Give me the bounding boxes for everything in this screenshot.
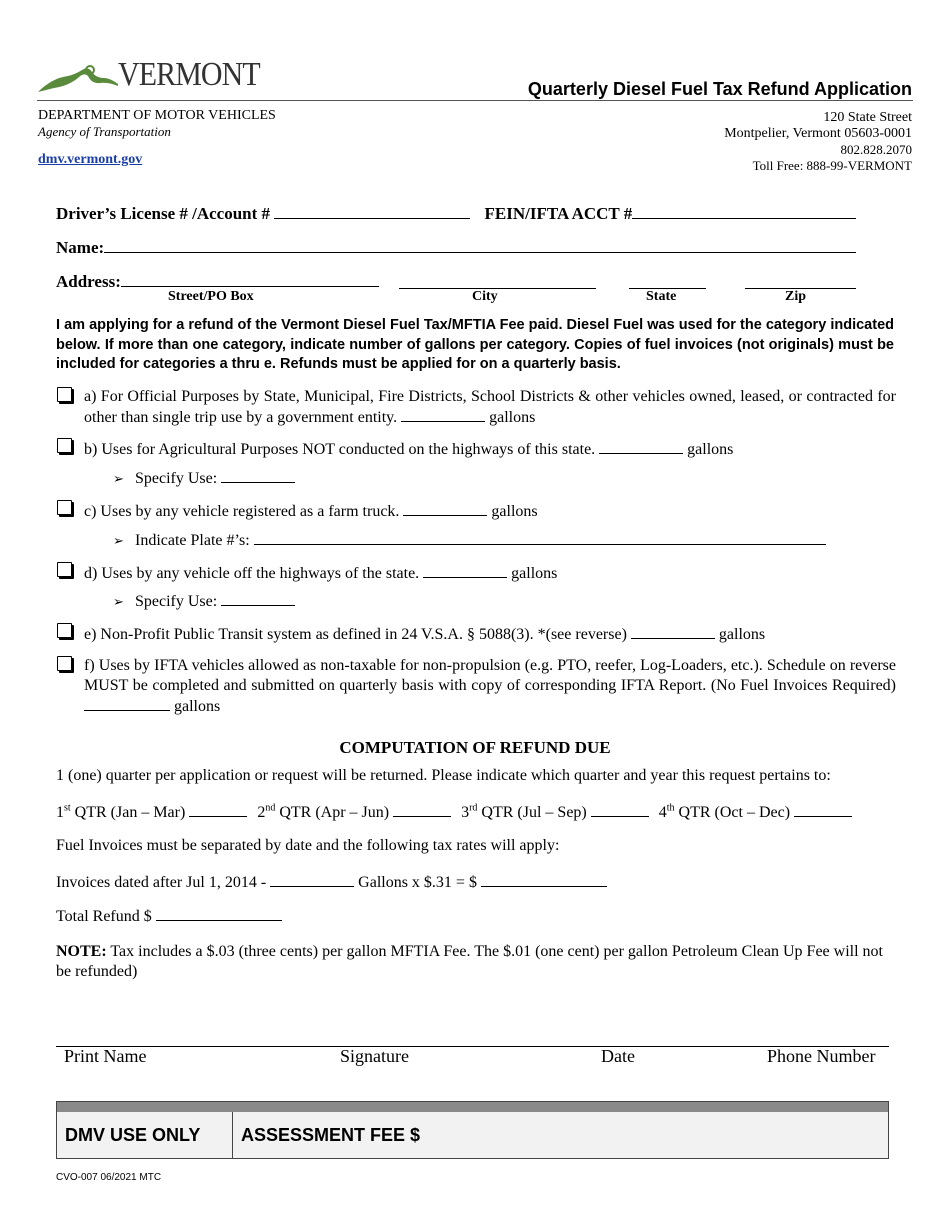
category-b-unit: gallons — [687, 441, 734, 458]
q2-input[interactable] — [393, 802, 451, 817]
category-d-specify-label: Specify Use: — [135, 593, 218, 610]
category-c-unit: gallons — [491, 503, 538, 520]
category-e-text — [84, 624, 896, 645]
street-caption: Street/PO Box — [168, 289, 254, 304]
license-row — [56, 202, 856, 224]
checkbox-category-b[interactable] — [57, 438, 72, 453]
invoice-note: Fuel Invoices must be separated by date and the following tax rates will apply: — [56, 837, 560, 854]
q2-label: QTR (Apr – Jun) — [279, 804, 390, 821]
intro-bold-text: Copies of fuel invoices (not originals) must be included for categories a thru e. Refunds must be applied for on a quarterly basis. — [56, 336, 894, 372]
computation-heading: COMPUTATION OF REFUND DUE — [339, 738, 611, 757]
signature-caption: Signature — [340, 1046, 409, 1066]
logo-wordmark: VERMONT — [118, 56, 260, 93]
q4-label: QTR (Oct – Dec) — [678, 804, 791, 821]
q2-sup: nd — [265, 802, 276, 814]
invoice-gallons-input[interactable] — [270, 872, 354, 887]
address-toll-free: Toll Free: 888-99-VERMONT — [752, 158, 912, 173]
website-link[interactable]: dmv.vermont.gov — [38, 152, 143, 167]
zip-caption: Zip — [785, 289, 807, 304]
category-e-gallons-input[interactable] — [631, 624, 715, 639]
signature-line[interactable] — [56, 1046, 889, 1047]
print-name-caption: Print Name — [64, 1046, 147, 1066]
note-text: Tax includes a $.03 (three cents) per gallon MFTIA Fee. The $.01 (one cent) per gallon Petroleum Clean Up Fee will not be refunded) — [56, 943, 883, 980]
street-input[interactable] — [121, 270, 379, 287]
category-c-plates — [113, 530, 826, 550]
dmv-use-only-label: DMV USE ONLY — [65, 1125, 201, 1145]
agency-name: Agency of Transportation — [38, 124, 171, 139]
arrow-bullet-icon: ➢ — [113, 534, 124, 549]
total-refund-row — [56, 906, 282, 926]
address-street: 120 State Street — [823, 110, 912, 125]
q1-sup: st — [64, 802, 71, 814]
dmv-address — [724, 110, 912, 174]
q3-num: 3 — [461, 804, 470, 821]
category-c-text — [84, 501, 896, 522]
invoice-rate-label: Gallons x $.31 = $ — [358, 874, 477, 891]
phone-caption: Phone Number — [767, 1046, 876, 1066]
total-refund-label: Total Refund $ — [56, 908, 152, 925]
name-row — [56, 236, 856, 258]
category-c-plates-label: Indicate Plate #’s: — [135, 532, 250, 549]
category-b-specify-label: Specify Use: — [135, 470, 218, 487]
q4-sup: th — [666, 802, 675, 814]
checkbox-category-f[interactable] — [57, 656, 72, 671]
arrow-bullet-icon: ➢ — [113, 595, 124, 610]
checkbox-category-e[interactable] — [57, 623, 72, 638]
checkbox-category-d[interactable] — [57, 562, 72, 577]
fein-input[interactable] — [632, 202, 856, 219]
q3-input[interactable] — [591, 802, 649, 817]
zip-input[interactable] — [745, 272, 856, 289]
name-label: Name: — [56, 238, 105, 257]
quarter-note: 1 (one) quarter per application or request will be returned. Please indicate which quarter and year this request pertains to: — [56, 767, 831, 784]
header-divider — [37, 100, 913, 101]
form-title: Quarterly Diesel Fuel Tax Refund Application — [527, 79, 912, 99]
category-b-text — [84, 439, 896, 460]
category-e-label: e) Non-Profit Public Transit system as defined in 24 V.S.A. § 5088(3). *(see reverse) — [84, 626, 627, 643]
note-label: NOTE: — [56, 943, 107, 960]
note-paragraph — [56, 942, 894, 982]
city-caption: City — [472, 289, 498, 304]
category-d-specify-input[interactable] — [221, 591, 295, 606]
address-city: Montpelier, Vermont 05603-0001 — [724, 126, 912, 141]
form-code: CVO-007 06/2021 MTC — [56, 1172, 162, 1183]
intro-text: I am applying for a refund of the Vermont Diesel Fuel Tax/MFTIA Fee paid. Diesel Fuel was used for the category indicated below. If more than one category, indicate number of gallons per category. — [56, 317, 894, 353]
invoice-line — [56, 872, 607, 892]
q3-sup: rd — [469, 802, 478, 814]
category-a-label: a) For Official Purposes by State, Municipal, Fire Districts, School Districts & other vehicles owned, leased, or contracted for other than single trip use by a government entity. — [84, 388, 896, 426]
state-input[interactable] — [629, 272, 706, 289]
license-label: Driver’s License # /Account # — [56, 204, 271, 223]
category-c-label: c) Uses by any vehicle registered as a farm truck. — [84, 503, 400, 520]
category-f-text — [84, 656, 896, 717]
dmv-use-box — [56, 1101, 889, 1159]
fein-label: FEIN/IFTA ACCT # — [484, 204, 633, 223]
invoice-line-label: Invoices dated after Jul 1, 2014 - — [56, 874, 267, 891]
dmv-box-divider — [232, 1112, 233, 1158]
category-f-gallons-input[interactable] — [84, 696, 170, 711]
category-d-unit: gallons — [511, 565, 558, 582]
address-label: Address: — [56, 272, 121, 291]
category-d-text — [84, 563, 896, 584]
mountain-logo-icon — [38, 62, 118, 94]
dmv-box-header-bar — [57, 1102, 888, 1112]
q1-num: 1 — [56, 804, 64, 821]
invoice-amount-input[interactable] — [481, 872, 607, 887]
category-c-gallons-input[interactable] — [403, 501, 487, 516]
date-caption: Date — [601, 1046, 635, 1066]
intro-paragraph — [56, 316, 894, 375]
category-b-gallons-input[interactable] — [599, 439, 683, 454]
checkbox-category-a[interactable] — [57, 387, 72, 402]
category-b-specify-input[interactable] — [221, 468, 295, 483]
dept-name: DEPARTMENT OF MOTOR VEHICLES — [38, 108, 276, 123]
category-d-gallons-input[interactable] — [423, 563, 507, 578]
assessment-fee-label: ASSESSMENT FEE $ — [241, 1125, 421, 1145]
license-input[interactable] — [274, 202, 470, 219]
category-f-label: f) Uses by IFTA vehicles allowed as non-taxable for non-propulsion (e.g. PTO, reefer, Log-Loaders, etc.). Schedule on reverse MUST be completed and submitted on quarterly basis with copy of corresponding IFTA Report. (No Fuel Invoices Required) — [84, 657, 896, 694]
arrow-bullet-icon: ➢ — [113, 472, 124, 487]
checkbox-category-c[interactable] — [57, 500, 72, 515]
quarter-row — [56, 802, 852, 822]
address-phone: 802.828.2070 — [840, 142, 912, 157]
q4-num: 4 — [658, 804, 667, 821]
category-a-gallons-input[interactable] — [401, 407, 485, 422]
vermont-logo — [38, 56, 260, 96]
category-a-text — [84, 387, 896, 428]
q1-label: QTR (Jan – Mar) — [74, 804, 186, 821]
city-input[interactable] — [399, 272, 596, 289]
category-c-plates-input[interactable] — [254, 530, 826, 545]
q4-input[interactable] — [794, 802, 852, 817]
state-caption: State — [646, 289, 677, 304]
category-f-unit: gallons — [174, 698, 221, 715]
category-b-specify — [113, 468, 295, 488]
name-input[interactable] — [104, 236, 856, 253]
category-b-label: b) Uses for Agricultural Purposes NOT conducted on the highways of this state. — [84, 441, 596, 458]
category-d-specify — [113, 591, 295, 611]
q3-label: QTR (Jul – Sep) — [481, 804, 587, 821]
category-d-label: d) Uses by any vehicle off the highways of the state. — [84, 565, 420, 582]
q1-input[interactable] — [189, 802, 247, 817]
category-a-unit: gallons — [489, 409, 536, 426]
category-e-unit: gallons — [718, 626, 766, 643]
total-refund-input[interactable] — [156, 906, 282, 921]
q2-num: 2 — [257, 804, 266, 821]
